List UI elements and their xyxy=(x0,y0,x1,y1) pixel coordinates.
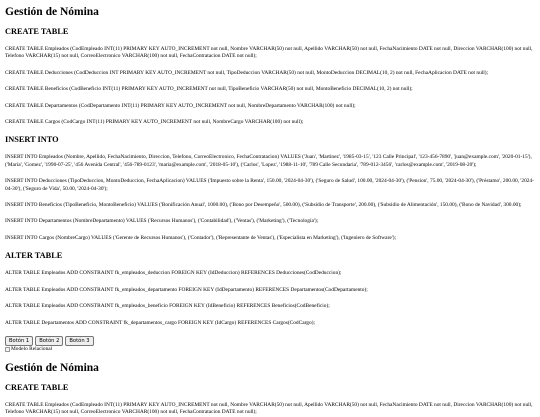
repeated-create-table-heading: CREATE TABLE xyxy=(5,382,69,392)
alter-table-heading: ALTER TABLE xyxy=(5,251,63,261)
button-3[interactable]: Botón 3 xyxy=(65,336,93,346)
button-2[interactable]: Botón 2 xyxy=(35,336,63,346)
create-cargos-statement: CREATE TABLE Cargos (CodCargo INT(11) PRIMARY KEY AUTO_INCREMENT not null, NombreCargo VARCHAR(100) not null); xyxy=(5,119,304,126)
repeated-section xyxy=(5,362,535,417)
alter-beneficio-statement: ALTER TABLE Empleados ADD CONSTRAINT fk_empleados_beneficio FOREIGN KEY (IdBeneficio) REFERENCES Beneficios(CodBeneficio); xyxy=(5,303,330,310)
insert-into-heading: INSERT INTO xyxy=(5,135,59,145)
page-title: Gestión de Nómina xyxy=(5,6,99,18)
insert-empleados-statement: INSERT INTO Empleados (Nombre, Apellido, FechaNacimiento, Direccion, Telefono, CorreoElectronico, FechaContratacion) VALUES ('Juan', 'Martinez', '1985-03-15', '123 Calle Principal', '123-456-7890', 'juan@example.com', '2020-01-15'), ('Maria', 'Gomez', '1990-07-25', '456 Avenida Central', '456-789-0123', 'maria@example.com', '2018-05-10'), ('Carlos', 'Lopez', '1988-11-10', '789 Calle Secundaria', '789-012-3456', 'carlos@example.com', '2019-08-20'); xyxy=(5,154,532,168)
create-deducciones-statement: CREATE TABLE Deducciones (CodDeduccion INT PRIMARY KEY AUTO_INCREMENT not null, TipoDeduccion VARCHAR(50) not null, MontoDeduccion DECIMAL(10, 2) not null, FechaAplicacion DATE not null); xyxy=(5,69,489,76)
insert-deducciones-statement: INSERT INTO Deducciones (TipoDeduccion, MontoDeduccion, FechaAplicacion) VALUES ('Impuesto sobre la Renta', 150.00, '2024-04-30'), ('Seguro de Salud', 100.00, '2024-04-30'), ('Pension', 75.00, '2024-04-30'), ('Préstamo', 200.00, '2024-04-30'), ('Seguro de Vida', 50.00, '2024-04-30'); xyxy=(5,178,534,192)
repeated-create-empleados-statement: CREATE TABLE Empleados (CodEmpleado INT(11) PRIMARY KEY AUTO_INCREMENT not null, Nombre VARCHAR(50) not null, Apellido VARCHAR(50) not null, FechaNacimiento DATE not null, Direccion VARCHAR(100) not null, Telefono VARCHAR(15) not null, CorreoElectronico VARCHAR(100) not null, FechaContratacion DATE not null); xyxy=(5,401,533,416)
create-table-heading: CREATE TABLE xyxy=(5,27,69,36)
insert-departamentos-statement: INSERT INTO Departamentos (NombreDepartamento) VALUES ('Recursos Humanos'), ('Contabilidad'), ('Ventas'), ('Marketing'), ('Tecnología'); xyxy=(5,218,319,225)
create-empleados-statement: CREATE TABLE Empleados (CodEmpleado INT(11) PRIMARY KEY AUTO_INCREMENT not null, Nombre VARCHAR(50) not null, Apellido VARCHAR(50) not null, FechaNacimiento DATE not null, Direccion VARCHAR(100) not null, Telefono VARCHAR(15) not null, CorreoElectronico VARCHAR(100) not null, FechaContratacion DATE not null); xyxy=(5,46,533,60)
alter-deduccion-statement: ALTER TABLE Empleados ADD CONSTRAINT fk_empleados_deduccion FOREIGN KEY (IdDeduccion) REFERENCES Deducciones(CodDeduccion); xyxy=(5,270,342,277)
alter-cargo-statement: ALTER TABLE Departamentos ADD CONSTRAINT fk_departamentos_cargo FOREIGN KEY (IdCargo) REFERENCES Cargos(CodCargo); xyxy=(5,319,315,326)
broken-image-icon xyxy=(5,347,10,352)
button-row xyxy=(5,336,535,346)
repeated-page-title: Gestión de Nómina xyxy=(5,361,99,374)
create-departamentos-statement: CREATE TABLE Departamentos (CodDepartamento INT(11) PRIMARY KEY AUTO_INCREMENT not null, NombreDepartamento VARCHAR(100) not null); xyxy=(5,102,356,109)
button-1[interactable]: Botón 1 xyxy=(5,336,33,346)
create-beneficios-statement: CREATE TABLE Beneficios (CodBeneficio INT(11) PRIMARY KEY AUTO_INCREMENT not null, TipoBeneficio VARCHAR(50) not null, MontoBeneficio DECIMAL(10, 2) not null); xyxy=(5,86,413,93)
page xyxy=(0,6,540,417)
insert-beneficios-statement: INSERT INTO Beneficios (TipoBeneficio, MontoBeneficio) VALUES ('Bonificación Anual', 1000.00), ('Bono por Desempeño', 500.00), ('Subsidio de Transporte', 200.00), ('Subsidio de Alimentación', 150.00), ('Bono de Navidad', 300.00); xyxy=(5,202,522,209)
insert-cargos-statement: INSERT INTO Cargos (NombreCargo) VALUES ('Gerente de Recursos Humanos'), ('Contador'), ('Representante de Ventas'), ('Especialista en Marketing'), ('Ingeniero de Software'); xyxy=(5,234,397,241)
relational-model-image xyxy=(5,346,535,353)
relational-model-alt-text: Modelo Relacional xyxy=(11,345,53,352)
alter-departamento-statement: ALTER TABLE Empleados ADD CONSTRAINT fk_empleados_departamento FOREIGN KEY (IdDepartamento) REFERENCES Departamentos(CodDepartamento); xyxy=(5,286,368,293)
